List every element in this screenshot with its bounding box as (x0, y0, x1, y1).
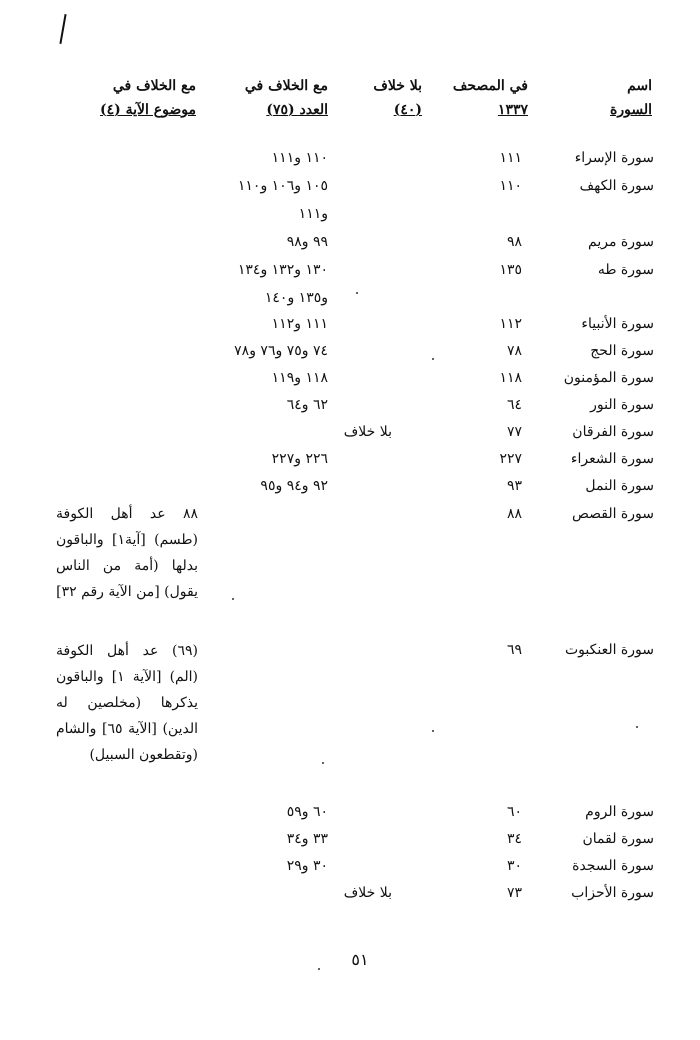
khilaf-adad-cell: و١١١ (298, 206, 328, 222)
header-khilaf-adad-line1: مع الخلاف في (244, 78, 328, 94)
page-number: ٥١ (351, 950, 369, 969)
mushaf-count-cell: ٧٣ (506, 885, 522, 901)
table-row (0, 337, 700, 365)
khilaf-adad-cell: ١١٠ و١١١ (271, 150, 328, 166)
scan-speck (232, 598, 234, 600)
scan-speck (636, 726, 638, 728)
scan-speck (318, 968, 320, 970)
table-row (0, 418, 700, 446)
table-row (0, 798, 700, 826)
khilaf-adad-cell: و١٣٥ و١٤٠ (264, 290, 328, 306)
surah-name-cell: سورة الحج (590, 343, 654, 359)
mushaf-count-cell: ١٣٥ (499, 262, 522, 278)
header-mushaf-line1: في المصحف (452, 78, 528, 94)
khilaf-adad-cell: ١١١ و١١٢ (271, 316, 328, 332)
surah-name-cell: سورة الأنبياء (581, 316, 654, 332)
khilaf-adad-cell: ٦٠ و٥٩ (286, 804, 328, 820)
mushaf-count-cell: ٢٢٧ (499, 451, 522, 467)
khilaf-adad-cell: ٣٣ و٣٤ (286, 831, 328, 847)
mushaf-count-cell: ٨٨ (506, 506, 522, 522)
khilaf-adad-cell: ١٠٥ و١٠٦ و١١٠ (237, 178, 328, 194)
header-khilaf-adad-line2: العدد (٧٥) (266, 102, 328, 118)
mushaf-count-cell: ١١٠ (499, 178, 522, 194)
table-row (0, 472, 700, 500)
khilaf-adad-cell: ١٣٠ و١٣٢ و١٣٤ (237, 262, 328, 278)
mushaf-count-cell: ١١١ (499, 150, 522, 166)
table-row (0, 879, 700, 907)
surah-name-cell: سورة الكهف (579, 178, 654, 194)
surah-name-cell: سورة السجدة (572, 858, 654, 874)
table-row (0, 144, 700, 172)
mushaf-count-cell: ٣٠ (506, 858, 522, 874)
mushaf-count-cell: ٦٤ (506, 397, 522, 413)
table-row (0, 825, 700, 853)
surah-name-cell: سورة الفرقان (572, 424, 654, 440)
scan-speck (432, 730, 434, 732)
mushaf-count-cell: ٧٧ (506, 424, 522, 440)
surah-name-cell: سورة الروم (585, 804, 654, 820)
scan-speck (322, 762, 324, 764)
surah-name-cell: سورة النور (590, 397, 654, 413)
bila-khilaf-cell: بلا خلاف (343, 424, 392, 440)
header-khilaf-ayah (56, 74, 196, 122)
surah-name-cell: سورة طه (597, 262, 654, 278)
table-row (0, 256, 700, 284)
header-bila-khilaf-line2: (٤٠) (393, 102, 422, 118)
mushaf-count-cell: ٦٩ (506, 642, 522, 658)
surah-name-cell: سورة لقمان (582, 831, 654, 847)
table-row-continuation (0, 200, 700, 228)
khilaf-adad-cell: ٦٢ و٦٤ (286, 397, 328, 413)
scan-speck (432, 358, 434, 360)
mushaf-count-cell: ٩٣ (506, 478, 522, 494)
header-khilaf-ayah-line1: مع الخلاف في (112, 78, 196, 94)
mushaf-count-cell: ٧٨ (506, 343, 522, 359)
mushaf-count-cell: ١١٨ (499, 370, 522, 386)
mushaf-count-cell: ٣٤ (506, 831, 522, 847)
surah-name-cell: سورة القصص (571, 506, 654, 522)
table-row (0, 445, 700, 473)
surah-name-cell: سورة العنكبوت (564, 642, 654, 658)
header-bila-khilaf-line1: بلا خلاف (373, 78, 422, 94)
table-row (0, 364, 700, 392)
mushaf-count-cell: ٩٨ (506, 234, 522, 250)
scan-speck (356, 292, 358, 294)
khilaf-adad-cell: ١١٨ و١١٩ (271, 370, 328, 386)
surah-name-cell: سورة الأحزاب (571, 885, 654, 901)
khilaf-adad-cell: ٩٢ و٩٤ و٩٥ (260, 478, 328, 494)
surah-name-cell: سورة المؤمنون (563, 370, 654, 386)
table-row-continuation (0, 284, 700, 312)
table-row (0, 391, 700, 419)
khilaf-adad-cell: ٧٤ و٧٥ و٧٦ و٧٨ (234, 343, 328, 359)
table-row (0, 172, 700, 200)
header-mushaf (428, 74, 528, 122)
note-qasas: ٨٨ عد أهل الكوفة (طسم) [آية١] والباقون بدلها (أمة من الناس يقول) [من الآية رقم ٣٢] (56, 506, 199, 600)
header-khilaf-adad (218, 74, 328, 122)
pen-mark (59, 14, 66, 44)
mushaf-count-cell: ٦٠ (506, 804, 522, 820)
header-khilaf-ayah-line2: موضوع الآية (٤) (99, 102, 196, 118)
note-ankabut: (٦٩) عد أهل الكوفة (الم) [الآية ١] والباقون يذكرها (مخلصين له الدين) [الآية ٦٥] والشام (وتقطعون السبيل) (56, 643, 198, 763)
bila-khilaf-cell: بلا خلاف (343, 885, 392, 901)
surah-name-cell: سورة الإسراء (574, 150, 654, 166)
mushaf-count-cell: ١١٢ (499, 316, 522, 332)
header-surah-name-line1: اسم (627, 78, 652, 94)
table-row (0, 228, 700, 256)
surah-name-cell: سورة النمل (585, 478, 654, 494)
header-bila-khilaf (342, 74, 422, 122)
table-row (0, 310, 700, 338)
surah-name-cell: سورة الشعراء (570, 451, 654, 467)
header-mushaf-line2: ١٣٣٧ (497, 102, 528, 118)
khilaf-adad-cell: ٢٢٦ و٢٢٧ (271, 451, 328, 467)
khilaf-adad-cell: ٩٩ و٩٨ (286, 234, 328, 250)
table-row (0, 852, 700, 880)
header-surah-name-line2: السورة (610, 102, 652, 118)
header-surah-name (552, 74, 652, 122)
surah-name-cell: سورة مريم (588, 234, 654, 250)
khilaf-adad-cell: ٣٠ و٢٩ (286, 858, 328, 874)
